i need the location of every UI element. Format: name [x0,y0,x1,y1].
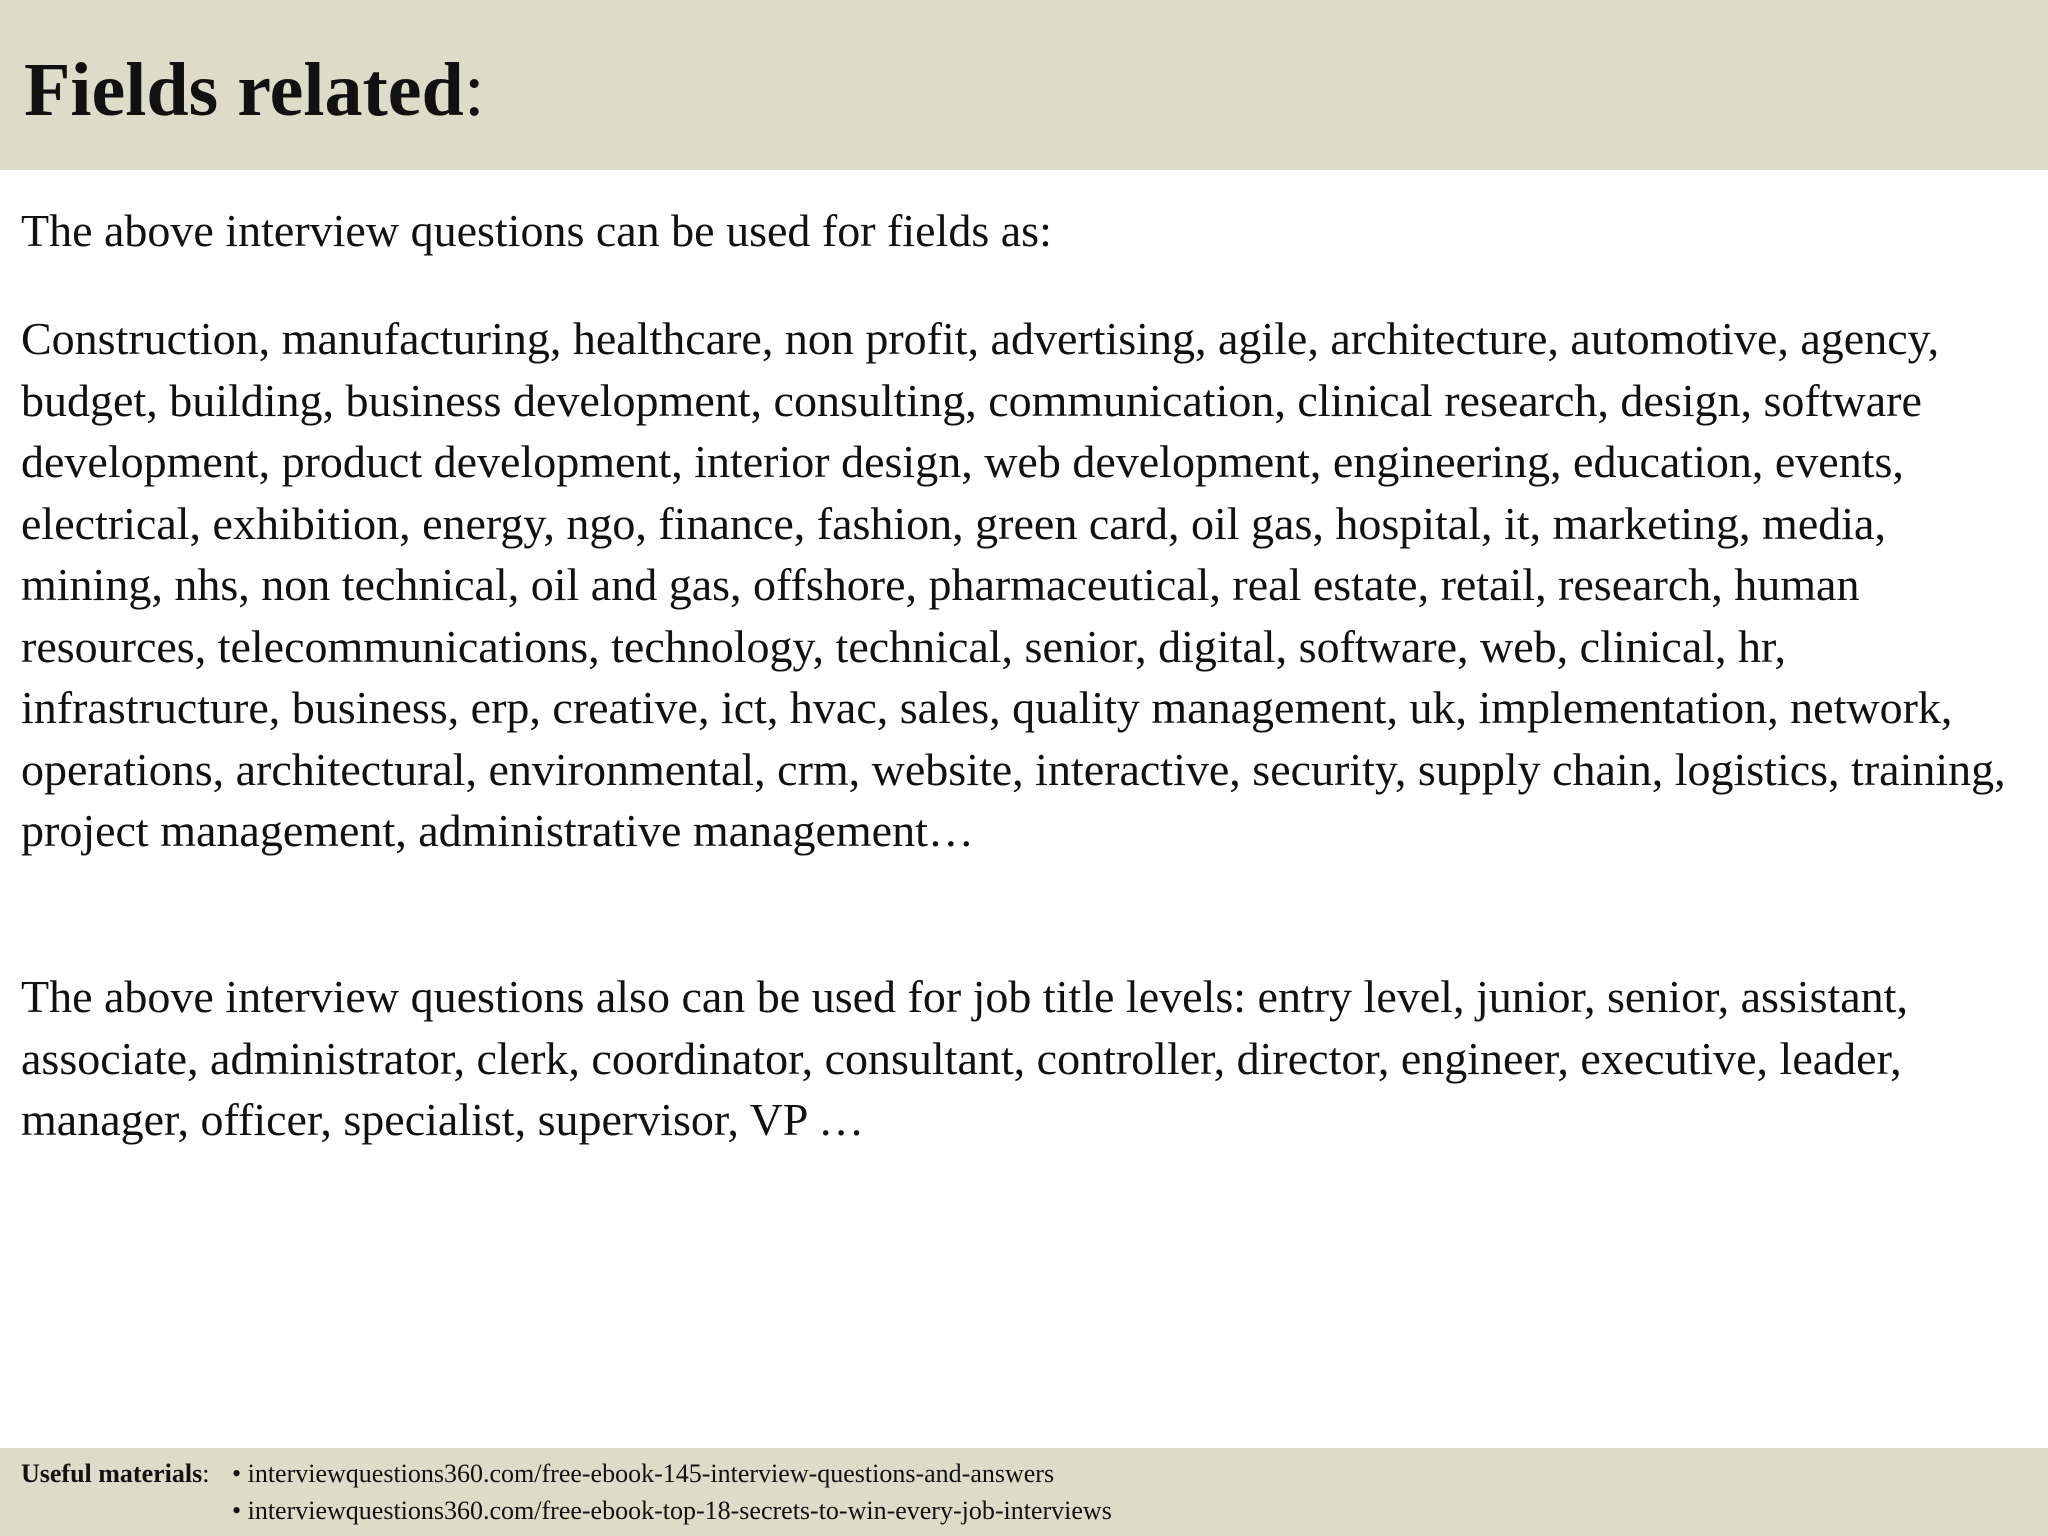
intro-paragraph: The above interview questions can be used for fields as: [21,205,1052,256]
page-title [24,42,485,138]
title-colon: : [463,48,485,132]
footer-label [21,1456,209,1492]
footer-label-colon: : [202,1459,210,1488]
footer-link-ebook-top-18[interactable]: • interviewquestions360.com/free-ebook-top-18-secrets-to-win-every-job-interviews [232,1496,1112,1525]
footer-link-ebook-145[interactable]: • interviewquestions360.com/free-ebook-145-interview-questions-and-answers [232,1459,1055,1488]
fields-list-paragraph: Construction, manufacturing, healthcare, non profit, advertising, agile, architecture, automotive, agency, budget, building, business development, consulting, communication, clinical research, design, software development, product development, interior design, web development, engineering, education, events, electrical, exhibition, energy, ngo, finance, fashion, green card, oil gas, hospital, it, marketing, media, mining, nhs, non technical, oil and gas, offshore, pharmaceutical, real estate, retail, research, human resources, telecommunications, technology, technical, senior, digital, software, web, clinical, hr, infrastructure, business, erp, creative, ict, hvac, sales, quality management, uk, implementation, network, operations, architectural, environmental, crm, website, interactive, security, supply chain, logistics, training, project management, administrative management… [21,313,2006,856]
footer-label-text: Useful materials [21,1459,203,1488]
job-levels-paragraph: The above interview questions also can be used for job title levels: entry level, junior, senior, assistant, associate, administrator, clerk, coordinator, consultant, controller, director, engineer, executive, leader, manager, officer, specialist, supervisor, VP … [21,971,1908,1145]
title-text: Fields related [24,48,464,132]
